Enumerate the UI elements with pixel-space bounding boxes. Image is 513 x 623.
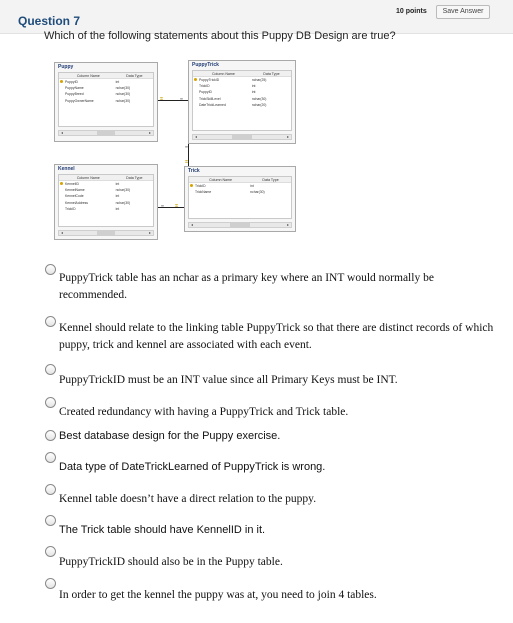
column-header: Column Name — [76, 176, 100, 180]
answer-option-6[interactable]: Data type of DateTrickLearned of PuppyTrick is wrong. — [59, 461, 326, 473]
scroll-left-icon[interactable]: ◂ — [60, 130, 63, 135]
answer-checkbox-6[interactable] — [45, 452, 56, 463]
relationship-many-icon: ∞ — [185, 144, 188, 149]
scroll-thumb[interactable] — [97, 231, 116, 235]
answer-option-1[interactable]: PuppyTrick table has an nchar as a primary key where an INT would normally be recommended. — [59, 272, 434, 301]
answer-checkbox-4[interactable] — [45, 397, 56, 408]
table-row: PuppyTrickID nchar(25) — [193, 77, 291, 83]
horizontal-scrollbar[interactable] — [58, 230, 154, 236]
type-header: Data Type — [126, 176, 143, 180]
scroll-left-icon[interactable]: ◂ — [194, 134, 197, 139]
primary-key-icon — [60, 182, 63, 185]
question-text: Which of the following statements about this Puppy DB Design are true? — [44, 30, 396, 42]
table-row: PuppyID int — [199, 90, 256, 95]
primary-key-icon — [60, 80, 63, 83]
table-puppy — [54, 62, 158, 142]
answer-checkbox-10[interactable] — [45, 578, 56, 589]
table-row: TrickID int — [199, 84, 256, 89]
horizontal-scrollbar[interactable] — [58, 130, 154, 136]
scroll-right-icon[interactable]: ▸ — [148, 230, 151, 235]
scroll-thumb[interactable] — [230, 223, 250, 227]
answer-option-5[interactable]: Best database design for the Puppy exercise. — [59, 430, 281, 442]
answer-checkbox-7[interactable] — [45, 484, 56, 495]
relationship-key-icon: ⚿ — [185, 159, 189, 164]
primary-key-icon — [190, 184, 193, 187]
scroll-thumb[interactable] — [97, 131, 116, 135]
answer-option-9[interactable]: PuppyTrickID should also be in the Puppy table. — [59, 556, 283, 568]
table-grid — [192, 70, 292, 131]
points-label: 10 points — [396, 8, 427, 15]
type-header: Data Type — [262, 178, 279, 182]
table-row: KennelCode int — [65, 194, 120, 199]
answer-checkbox-1[interactable] — [45, 264, 56, 275]
answer-option-8[interactable]: The Trick table should have KennelID in it. — [59, 524, 266, 536]
scroll-thumb[interactable] — [232, 135, 252, 139]
scroll-left-icon[interactable]: ◂ — [190, 222, 193, 227]
relationship-many-icon: ∞ — [161, 203, 164, 208]
answer-option-2[interactable]: Kennel should relate to the linking table PuppyTrick so that there are distinct records of which puppy, trick and kennel are associated with each event. — [59, 322, 494, 351]
type-header: Data Type — [263, 72, 280, 76]
column-header: Column Name — [76, 74, 100, 78]
table-row: PuppyName nchar(30) — [65, 86, 131, 91]
relationship-key-icon: ⚿ — [175, 203, 179, 208]
answer-option-7[interactable]: Kennel table doesn’t have a direct relation to the puppy. — [59, 493, 317, 505]
table-row: TrickID int — [65, 206, 120, 211]
relationship-many-icon: ∞ — [180, 96, 183, 101]
table-grid — [58, 174, 154, 227]
answer-option-3[interactable]: PuppyTrickID must be an INT value since all Primary Keys must be INT. — [59, 374, 398, 386]
table-row: TrickName nchar(30) — [195, 190, 265, 195]
table-grid — [188, 176, 292, 219]
table-row: PuppyID int — [59, 79, 153, 85]
horizontal-scrollbar[interactable] — [188, 222, 292, 228]
table-kennel — [54, 164, 158, 240]
answer-checkbox-5[interactable] — [45, 430, 56, 441]
scroll-left-icon[interactable]: ◂ — [60, 230, 63, 235]
table-name: Kennel — [58, 166, 75, 172]
scroll-right-icon[interactable]: ▸ — [286, 222, 289, 227]
save-answer-button[interactable]: Save Answer — [436, 5, 490, 19]
horizontal-scrollbar[interactable] — [192, 134, 292, 140]
table-row: PuppyBreed nchar(30) — [65, 92, 131, 97]
table-row: TrickSkillLevel nchar(30) — [199, 96, 267, 101]
table-grid — [58, 72, 154, 127]
answer-option-4[interactable]: Created redundancy with having a PuppyTrick and Trick table. — [59, 406, 349, 418]
table-row: PuppyOwnerName nchar(30) — [65, 98, 131, 103]
primary-key-icon — [194, 78, 197, 81]
table-row: DateTrickLearned nchar(20) — [199, 102, 267, 107]
answer-checkbox-9[interactable] — [45, 546, 56, 557]
table-name: Trick — [188, 168, 200, 174]
table-puppytrick — [188, 60, 296, 144]
answer-option-10[interactable]: In order to get the kennel the puppy was at, you need to join 4 tables. — [59, 589, 377, 601]
table-row: TrickID int — [189, 183, 291, 189]
table-row: KennelName nchar(30) — [65, 188, 131, 193]
table-trick — [184, 166, 296, 232]
answer-checkbox-3[interactable] — [45, 364, 56, 375]
table-row: KennelID int — [59, 181, 153, 187]
table-name: PuppyTrick — [192, 62, 219, 68]
type-header: Data Type — [126, 74, 143, 78]
answer-checkbox-8[interactable] — [45, 515, 56, 526]
relationship-key-icon: ⚿ — [160, 96, 164, 101]
answer-checkbox-2[interactable] — [45, 316, 56, 327]
table-name: Puppy — [58, 64, 74, 70]
column-header: Column Name — [209, 178, 233, 182]
db-diagram — [48, 56, 308, 246]
scroll-right-icon[interactable]: ▸ — [286, 134, 289, 139]
question-number: Question 7 — [18, 14, 81, 28]
table-row: KennelAddress nchar(30) — [65, 200, 131, 205]
column-header: Column Name — [211, 72, 235, 76]
scroll-right-icon[interactable]: ▸ — [148, 130, 151, 135]
